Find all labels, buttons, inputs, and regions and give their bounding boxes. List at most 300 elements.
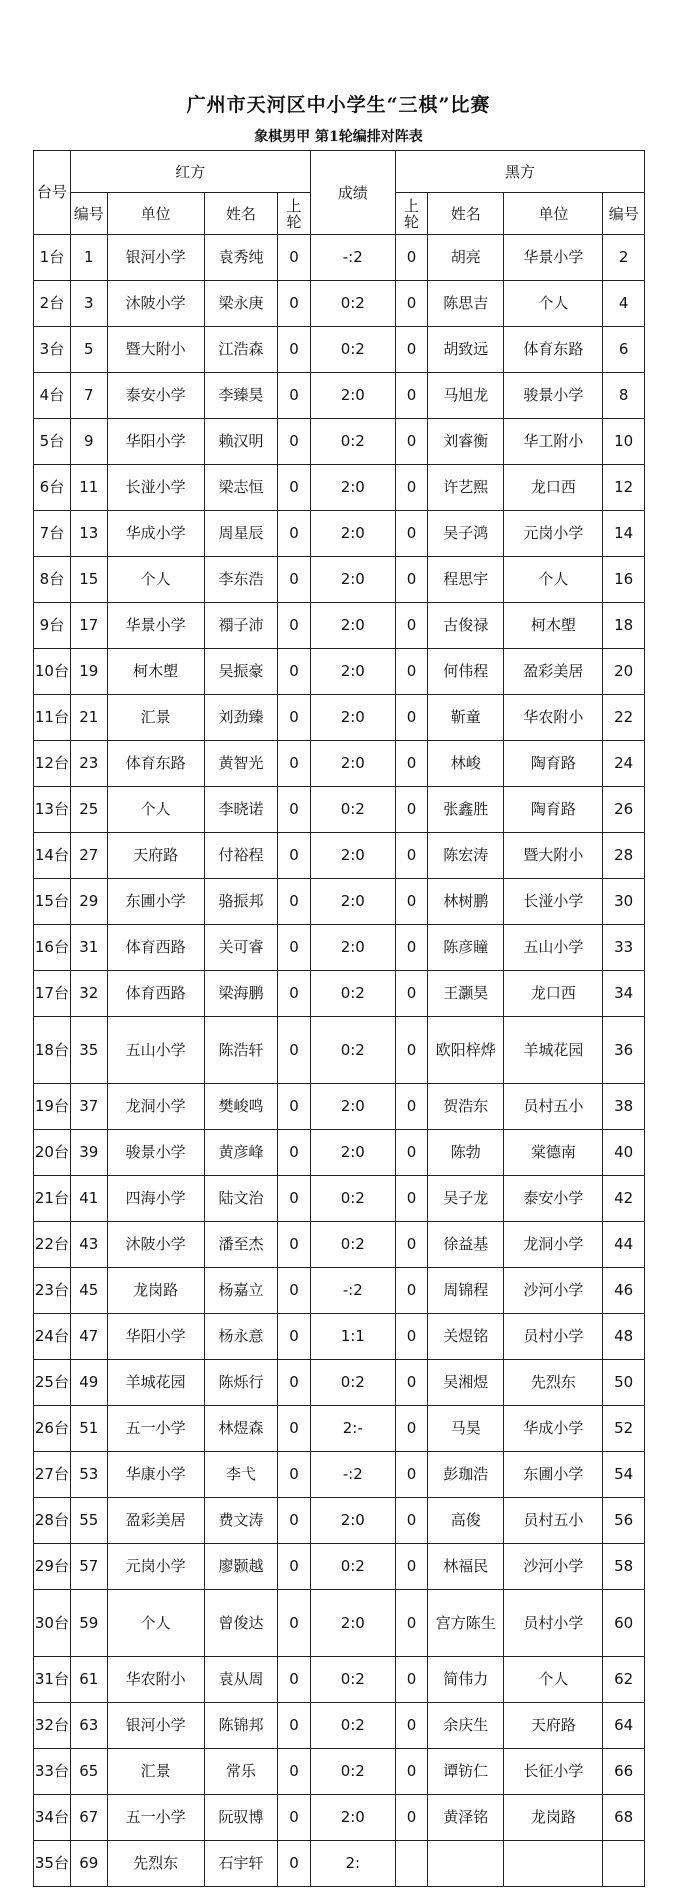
black-name-cell: 关煜铭 — [428, 1314, 504, 1360]
red-number-cell: 31 — [70, 925, 107, 971]
table-no-cell: 35台 — [34, 1841, 71, 1887]
red-number-cell: 39 — [70, 1130, 107, 1176]
black-unit-cell: 龙口西 — [504, 971, 603, 1017]
pairing-rows — [34, 235, 645, 1887]
result-cell: 2:0 — [310, 557, 395, 603]
red-name-cell: 杨嘉立 — [204, 1268, 278, 1314]
red-name-cell: 常乐 — [204, 1749, 278, 1795]
black-unit-cell: 陶育路 — [504, 741, 603, 787]
table-no-cell: 15台 — [34, 879, 71, 925]
table-no-cell: 5台 — [34, 419, 71, 465]
black-name-cell: 古俊禄 — [428, 603, 504, 649]
red-name-cell: 陆文治 — [204, 1176, 278, 1222]
table-no-cell: 3台 — [34, 327, 71, 373]
black-number-cell: 52 — [603, 1406, 645, 1452]
red-name-cell: 周星辰 — [204, 511, 278, 557]
result-cell: -:2 — [310, 1452, 395, 1498]
black-name-cell: 陈思吉 — [428, 281, 504, 327]
red-name-cell: 潘至杰 — [204, 1222, 278, 1268]
black-prev-cell: 0 — [395, 649, 427, 695]
black-name-cell: 吴子鸿 — [428, 511, 504, 557]
black-name-cell: 彭珈浩 — [428, 1452, 504, 1498]
red-unit-cell: 五一小学 — [107, 1406, 204, 1452]
black-name-cell: 林树鹏 — [428, 879, 504, 925]
table-row — [34, 833, 645, 879]
black-unit-cell: 华成小学 — [504, 1406, 603, 1452]
red-prev-cell: 0 — [278, 649, 310, 695]
result-cell: 2:0 — [310, 741, 395, 787]
red-prev-cell: 0 — [278, 1498, 310, 1544]
black-unit-cell: 龙口西 — [504, 465, 603, 511]
header-table-no: 台号 — [34, 151, 71, 235]
black-number-cell: 4 — [603, 281, 645, 327]
red-unit-cell: 华成小学 — [107, 511, 204, 557]
black-unit-cell: 龙岗路 — [504, 1795, 603, 1841]
page-title: 广州市天河区中小学生“三棋”比赛 — [186, 94, 491, 116]
black-number-cell: 64 — [603, 1703, 645, 1749]
red-number-cell: 5 — [70, 327, 107, 373]
black-number-cell: 24 — [603, 741, 645, 787]
red-name-cell: 梁志恒 — [204, 465, 278, 511]
red-number-cell: 49 — [70, 1360, 107, 1406]
black-prev-cell: 0 — [395, 971, 427, 1017]
black-name-cell: 何伟程 — [428, 649, 504, 695]
table-no-cell: 12台 — [34, 741, 71, 787]
result-cell: 1:1 — [310, 1314, 395, 1360]
header-result: 成绩 — [310, 151, 395, 235]
red-number-cell: 23 — [70, 741, 107, 787]
red-number-cell: 69 — [70, 1841, 107, 1887]
black-number-cell: 68 — [603, 1795, 645, 1841]
black-prev-cell: 0 — [395, 511, 427, 557]
red-name-cell: 付裕程 — [204, 833, 278, 879]
red-prev-cell: 0 — [278, 1841, 310, 1887]
black-unit-cell: 沙河小学 — [504, 1544, 603, 1590]
red-name-cell: 费文涛 — [204, 1498, 278, 1544]
red-unit-cell: 个人 — [107, 1590, 204, 1657]
black-name-cell: 程思宇 — [428, 557, 504, 603]
black-name-cell: 周锦程 — [428, 1268, 504, 1314]
header-red-name: 姓名 — [204, 193, 278, 235]
black-number-cell: 42 — [603, 1176, 645, 1222]
red-unit-cell: 东圃小学 — [107, 879, 204, 925]
table-row — [34, 971, 645, 1017]
result-cell: 2:0 — [310, 649, 395, 695]
black-prev-cell: 0 — [395, 695, 427, 741]
black-unit-cell: 天府路 — [504, 1703, 603, 1749]
black-prev-cell: 0 — [395, 1544, 427, 1590]
result-cell: 0:2 — [310, 1176, 395, 1222]
red-unit-cell: 泰安小学 — [107, 373, 204, 419]
table-no-cell: 11台 — [34, 695, 71, 741]
red-number-cell: 43 — [70, 1222, 107, 1268]
red-name-cell: 袁从周 — [204, 1657, 278, 1703]
result-cell: 0:2 — [310, 971, 395, 1017]
table-no-cell: 1台 — [34, 235, 71, 281]
red-unit-cell: 盈彩美居 — [107, 1498, 204, 1544]
red-unit-cell: 四海小学 — [107, 1176, 204, 1222]
table-no-cell: 19台 — [34, 1084, 71, 1130]
black-prev-cell: 0 — [395, 1017, 427, 1084]
black-number-cell: 16 — [603, 557, 645, 603]
black-name-cell: 欧阳梓烨 — [428, 1017, 504, 1084]
black-unit-cell: 华工附小 — [504, 419, 603, 465]
table-no-cell: 26台 — [34, 1406, 71, 1452]
red-number-cell: 57 — [70, 1544, 107, 1590]
red-number-cell: 15 — [70, 557, 107, 603]
red-prev-cell: 0 — [278, 1268, 310, 1314]
red-unit-cell: 元岗小学 — [107, 1544, 204, 1590]
red-prev-cell: 0 — [278, 971, 310, 1017]
red-unit-cell: 五山小学 — [107, 1017, 204, 1084]
red-number-cell: 9 — [70, 419, 107, 465]
black-unit-cell: 陶育路 — [504, 787, 603, 833]
table-row — [34, 557, 645, 603]
black-unit-cell: 暨大附小 — [504, 833, 603, 879]
black-prev-cell: 0 — [395, 281, 427, 327]
table-no-cell: 8台 — [34, 557, 71, 603]
red-name-cell: 陈烁行 — [204, 1360, 278, 1406]
black-unit-cell: 个人 — [504, 281, 603, 327]
black-prev-cell: 0 — [395, 1314, 427, 1360]
red-prev-cell: 0 — [278, 1749, 310, 1795]
red-prev-cell: 0 — [278, 1703, 310, 1749]
red-unit-cell: 天府路 — [107, 833, 204, 879]
result-cell: 0:2 — [310, 787, 395, 833]
red-number-cell: 37 — [70, 1084, 107, 1130]
black-prev-cell: 0 — [395, 879, 427, 925]
red-unit-cell: 沐陂小学 — [107, 1222, 204, 1268]
red-number-cell: 51 — [70, 1406, 107, 1452]
red-unit-cell: 银河小学 — [107, 1703, 204, 1749]
table-row — [34, 925, 645, 971]
red-prev-cell: 0 — [278, 511, 310, 557]
table-no-cell: 33台 — [34, 1749, 71, 1795]
header-black-name: 姓名 — [428, 193, 504, 235]
table-no-cell: 9台 — [34, 603, 71, 649]
black-prev-cell: 0 — [395, 1268, 427, 1314]
red-prev-cell: 0 — [278, 1406, 310, 1452]
table-row — [34, 1406, 645, 1452]
header-red-number: 编号 — [70, 193, 107, 235]
red-prev-cell: 0 — [278, 925, 310, 971]
black-name-cell: 许艺熙 — [428, 465, 504, 511]
black-unit-cell: 沙河小学 — [504, 1268, 603, 1314]
table-row — [34, 649, 645, 695]
red-name-cell: 李晓诺 — [204, 787, 278, 833]
table-row — [34, 1498, 645, 1544]
black-name-cell: 马旭龙 — [428, 373, 504, 419]
black-number-cell: 2 — [603, 235, 645, 281]
red-unit-cell: 华康小学 — [107, 1452, 204, 1498]
black-name-cell: 陈宏涛 — [428, 833, 504, 879]
red-prev-cell: 0 — [278, 1084, 310, 1130]
table-row — [34, 879, 645, 925]
red-prev-cell: 0 — [278, 1222, 310, 1268]
black-unit-cell: 元岗小学 — [504, 511, 603, 557]
red-unit-cell: 先烈东 — [107, 1841, 204, 1887]
red-unit-cell: 体育东路 — [107, 741, 204, 787]
table-row — [34, 1130, 645, 1176]
black-unit-cell: 员村五小 — [504, 1084, 603, 1130]
black-prev-cell — [395, 1841, 427, 1887]
black-number-cell: 6 — [603, 327, 645, 373]
red-name-cell: 李弋 — [204, 1452, 278, 1498]
black-number-cell: 30 — [603, 879, 645, 925]
red-name-cell: 曾俊达 — [204, 1590, 278, 1657]
table-row — [34, 695, 645, 741]
table-no-cell: 32台 — [34, 1703, 71, 1749]
black-name-cell: 林福民 — [428, 1544, 504, 1590]
red-number-cell: 27 — [70, 833, 107, 879]
black-number-cell: 40 — [603, 1130, 645, 1176]
black-name-cell: 王灏昊 — [428, 971, 504, 1017]
black-name-cell: 马昊 — [428, 1406, 504, 1452]
red-name-cell: 吴振豪 — [204, 649, 278, 695]
red-number-cell: 55 — [70, 1498, 107, 1544]
table-row — [34, 1544, 645, 1590]
black-unit-cell: 五山小学 — [504, 925, 603, 971]
red-number-cell: 3 — [70, 281, 107, 327]
black-name-cell: 刘睿衡 — [428, 419, 504, 465]
red-prev-cell: 0 — [278, 235, 310, 281]
black-number-cell: 36 — [603, 1017, 645, 1084]
red-prev-cell: 0 — [278, 465, 310, 511]
table-row — [34, 1222, 645, 1268]
black-unit-cell: 华景小学 — [504, 235, 603, 281]
red-prev-cell: 0 — [278, 1544, 310, 1590]
black-name-cell: 黄泽铭 — [428, 1795, 504, 1841]
result-cell: 2:0 — [310, 1590, 395, 1657]
red-number-cell: 25 — [70, 787, 107, 833]
black-name-cell: 谭钫仁 — [428, 1749, 504, 1795]
black-prev-cell: 0 — [395, 1222, 427, 1268]
red-prev-cell: 0 — [278, 741, 310, 787]
red-prev-cell: 0 — [278, 1360, 310, 1406]
table-no-cell: 23台 — [34, 1268, 71, 1314]
red-prev-cell: 0 — [278, 1130, 310, 1176]
table-row — [34, 281, 645, 327]
table-row — [34, 235, 645, 281]
result-cell: 2:0 — [310, 465, 395, 511]
black-prev-cell: 0 — [395, 327, 427, 373]
red-prev-cell: 0 — [278, 419, 310, 465]
table-row — [34, 1703, 645, 1749]
table-no-cell: 27台 — [34, 1452, 71, 1498]
red-prev-cell: 0 — [278, 603, 310, 649]
black-name-cell: 宫方陈生 — [428, 1590, 504, 1657]
red-number-cell: 47 — [70, 1314, 107, 1360]
red-unit-cell: 华阳小学 — [107, 1314, 204, 1360]
black-prev-cell: 0 — [395, 235, 427, 281]
black-name-cell: 胡致远 — [428, 327, 504, 373]
result-cell: 2:0 — [310, 833, 395, 879]
red-number-cell: 61 — [70, 1657, 107, 1703]
black-unit-cell: 龙洞小学 — [504, 1222, 603, 1268]
black-name-cell: 陈勃 — [428, 1130, 504, 1176]
red-unit-cell: 华景小学 — [107, 603, 204, 649]
table-row — [34, 1176, 645, 1222]
red-name-cell: 黄智光 — [204, 741, 278, 787]
black-prev-cell: 0 — [395, 1360, 427, 1406]
black-prev-cell: 0 — [395, 1452, 427, 1498]
black-number-cell: 58 — [603, 1544, 645, 1590]
black-name-cell: 高俊 — [428, 1498, 504, 1544]
table-row — [34, 1084, 645, 1130]
red-number-cell: 45 — [70, 1268, 107, 1314]
table-no-cell: 25台 — [34, 1360, 71, 1406]
black-unit-cell: 羊城花园 — [504, 1017, 603, 1084]
table-row — [34, 327, 645, 373]
black-prev-cell: 0 — [395, 1795, 427, 1841]
black-number-cell: 14 — [603, 511, 645, 557]
red-prev-cell: 0 — [278, 1795, 310, 1841]
result-cell: -:2 — [310, 1268, 395, 1314]
red-number-cell: 41 — [70, 1176, 107, 1222]
black-prev-cell: 0 — [395, 1657, 427, 1703]
black-number-cell: 34 — [603, 971, 645, 1017]
result-cell: 0:2 — [310, 1017, 395, 1084]
red-unit-cell: 长湴小学 — [107, 465, 204, 511]
table-no-cell: 34台 — [34, 1795, 71, 1841]
table-no-cell: 30台 — [34, 1590, 71, 1657]
table-no-cell: 14台 — [34, 833, 71, 879]
table-no-cell: 7台 — [34, 511, 71, 557]
black-unit-cell — [504, 1841, 603, 1887]
red-number-cell: 19 — [70, 649, 107, 695]
red-unit-cell: 暨大附小 — [107, 327, 204, 373]
red-prev-cell: 0 — [278, 281, 310, 327]
red-name-cell: 袁秀纯 — [204, 235, 278, 281]
black-unit-cell: 体育东路 — [504, 327, 603, 373]
black-unit-cell: 骏景小学 — [504, 373, 603, 419]
red-prev-cell: 0 — [278, 1017, 310, 1084]
table-no-cell: 24台 — [34, 1314, 71, 1360]
black-number-cell — [603, 1841, 645, 1887]
black-unit-cell: 先烈东 — [504, 1360, 603, 1406]
black-prev-cell: 0 — [395, 1084, 427, 1130]
black-unit-cell: 长湴小学 — [504, 879, 603, 925]
black-number-cell: 44 — [603, 1222, 645, 1268]
red-unit-cell: 沐陂小学 — [107, 281, 204, 327]
header-red-unit: 单位 — [107, 193, 204, 235]
red-unit-cell: 柯木塱 — [107, 649, 204, 695]
table-row — [34, 603, 645, 649]
red-prev-cell: 0 — [278, 879, 310, 925]
red-number-cell: 35 — [70, 1017, 107, 1084]
table-no-cell: 4台 — [34, 373, 71, 419]
red-name-cell: 梁永庚 — [204, 281, 278, 327]
result-cell: 2:0 — [310, 1795, 395, 1841]
black-number-cell: 62 — [603, 1657, 645, 1703]
red-prev-cell: 0 — [278, 787, 310, 833]
table-no-cell: 29台 — [34, 1544, 71, 1590]
red-name-cell: 樊峻鸣 — [204, 1084, 278, 1130]
black-name-cell: 吴子龙 — [428, 1176, 504, 1222]
black-name-cell — [428, 1841, 504, 1887]
red-name-cell: 杨永意 — [204, 1314, 278, 1360]
black-name-cell: 林峻 — [428, 741, 504, 787]
table-no-cell: 31台 — [34, 1657, 71, 1703]
black-unit-cell: 员村小学 — [504, 1314, 603, 1360]
red-number-cell: 67 — [70, 1795, 107, 1841]
red-unit-cell: 五一小学 — [107, 1795, 204, 1841]
red-unit-cell: 银河小学 — [107, 235, 204, 281]
red-name-cell: 陈锦邦 — [204, 1703, 278, 1749]
black-name-cell: 吴湘煜 — [428, 1360, 504, 1406]
red-name-cell: 赖汉明 — [204, 419, 278, 465]
table-row — [34, 373, 645, 419]
red-name-cell: 刘劲臻 — [204, 695, 278, 741]
table-no-cell: 2台 — [34, 281, 71, 327]
black-number-cell: 50 — [603, 1360, 645, 1406]
black-prev-cell: 0 — [395, 603, 427, 649]
red-unit-cell: 体育西路 — [107, 925, 204, 971]
table-row — [34, 741, 645, 787]
result-cell: 2:0 — [310, 1130, 395, 1176]
table-no-cell: 13台 — [34, 787, 71, 833]
result-cell: 2:- — [310, 1406, 395, 1452]
red-name-cell: 阮驭博 — [204, 1795, 278, 1841]
red-unit-cell: 个人 — [107, 557, 204, 603]
black-prev-cell: 0 — [395, 1176, 427, 1222]
red-number-cell: 21 — [70, 695, 107, 741]
result-cell: 0:2 — [310, 1703, 395, 1749]
black-unit-cell: 棠德南 — [504, 1130, 603, 1176]
result-cell: 2:0 — [310, 925, 395, 971]
black-number-cell: 54 — [603, 1452, 645, 1498]
red-prev-cell: 0 — [278, 1590, 310, 1657]
red-unit-cell: 华农附小 — [107, 1657, 204, 1703]
red-name-cell: 江浩森 — [204, 327, 278, 373]
black-prev-cell: 0 — [395, 925, 427, 971]
red-unit-cell: 华阳小学 — [107, 419, 204, 465]
red-name-cell: 石宇轩 — [204, 1841, 278, 1887]
red-prev-cell: 0 — [278, 327, 310, 373]
red-name-cell: 陈浩轩 — [204, 1017, 278, 1084]
table-row — [34, 1590, 645, 1657]
result-cell: 0:2 — [310, 419, 395, 465]
black-name-cell: 徐益基 — [428, 1222, 504, 1268]
black-unit-cell: 员村五小 — [504, 1498, 603, 1544]
result-cell: 0:2 — [310, 1544, 395, 1590]
black-prev-cell: 0 — [395, 557, 427, 603]
table-no-cell: 22台 — [34, 1222, 71, 1268]
black-prev-cell: 0 — [395, 833, 427, 879]
black-name-cell: 贺浩东 — [428, 1084, 504, 1130]
black-unit-cell: 东圃小学 — [504, 1452, 603, 1498]
black-unit-cell: 个人 — [504, 557, 603, 603]
black-unit-cell: 盈彩美居 — [504, 649, 603, 695]
table-row — [34, 787, 645, 833]
table-no-cell: 21台 — [34, 1176, 71, 1222]
black-prev-cell: 0 — [395, 1406, 427, 1452]
black-name-cell: 张鑫胜 — [428, 787, 504, 833]
red-name-cell: 林煜森 — [204, 1406, 278, 1452]
black-prev-cell: 0 — [395, 741, 427, 787]
red-name-cell: 关可睿 — [204, 925, 278, 971]
table-no-cell: 20台 — [34, 1130, 71, 1176]
table-no-cell: 28台 — [34, 1498, 71, 1544]
red-number-cell: 7 — [70, 373, 107, 419]
table-row — [34, 1360, 645, 1406]
result-cell: 0:2 — [310, 1360, 395, 1406]
red-prev-cell: 0 — [278, 695, 310, 741]
black-prev-cell: 0 — [395, 1130, 427, 1176]
red-unit-cell: 骏景小学 — [107, 1130, 204, 1176]
black-prev-cell: 0 — [395, 1749, 427, 1795]
table-no-cell: 16台 — [34, 925, 71, 971]
